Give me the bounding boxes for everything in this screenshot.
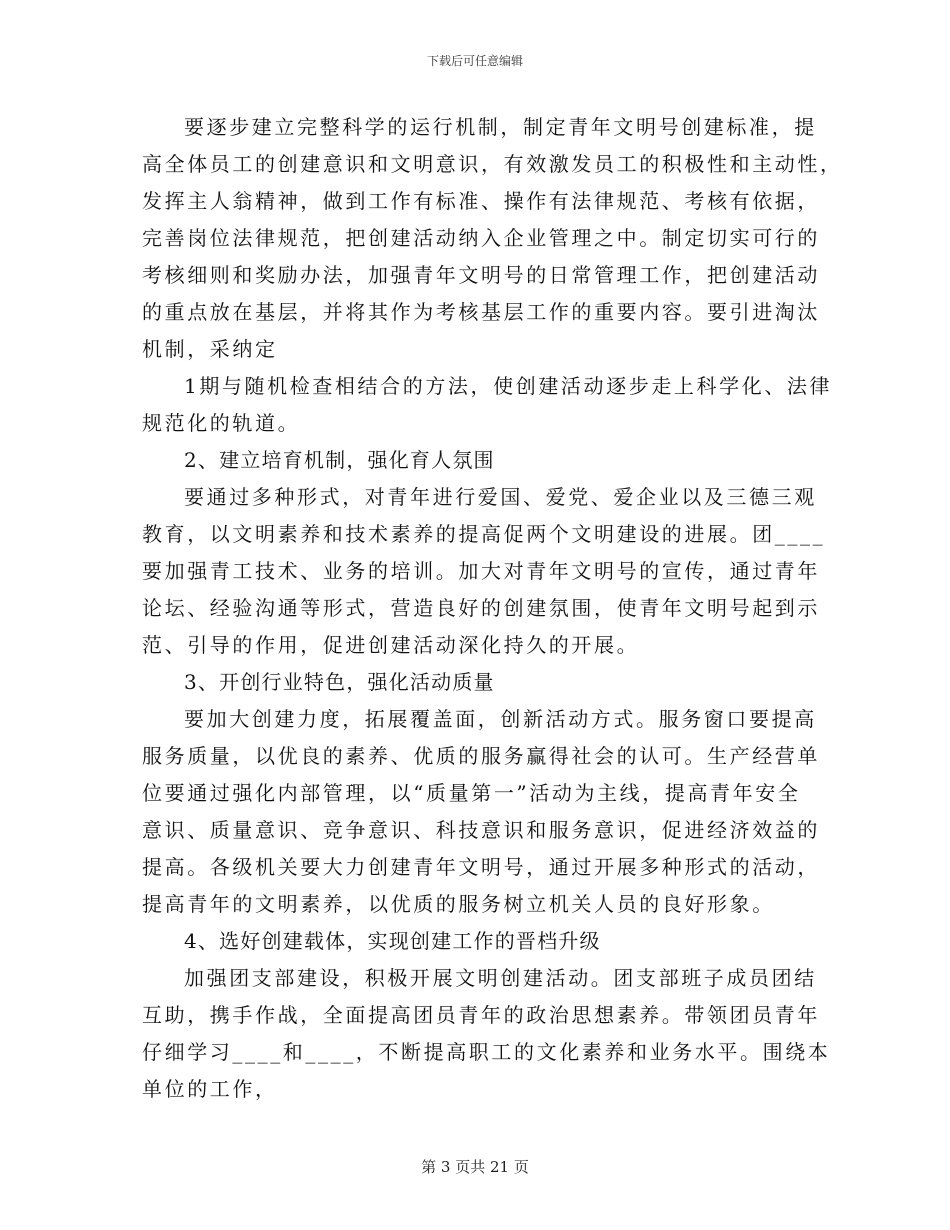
text-line: 教育，以文明素养和技术素养的提高促两个文明建设的进展。团____ xyxy=(142,522,826,546)
text-line: 机制，采纳定 xyxy=(142,337,278,361)
text-line: 的重点放在基层，并将其作为考核基层工作的重要内容。要引进淘汰 xyxy=(142,300,820,324)
section-heading: 2、建立培育机制，强化育人氛围 xyxy=(184,448,495,472)
section-heading: 4、选好创建载体，实现创建工作的晋档升级 xyxy=(184,929,601,953)
text-line: 加强团支部建设，积极开展文明创建活动。团支部班子成员团结 xyxy=(184,966,817,990)
text-line: 提高。各级机关要大力创建青年文明号，通过开展多种形式的活动， xyxy=(142,855,820,879)
text-line: 服务质量，以优良的素养、优质的服务赢得社会的认可。生产经营单 xyxy=(142,744,820,768)
text-line: 互助，携手作战，全面提高团员青年的政治思想素养。带领团员青年 xyxy=(142,1003,820,1027)
text-line: 要通过多种形式，对青年进行爱国、爱党、爱企业以及三德三观 xyxy=(184,485,817,509)
text-line: 完善岗位法律规范，把创建活动纳入企业管理之中。制定切实可行的 xyxy=(142,226,820,250)
text-line: 提高青年的文明素养，以优质的服务树立机关人员的良好形象。 xyxy=(142,892,775,916)
text-line: 考核细则和奖励办法，加强青年文明号的日常管理工作，把创建活动 xyxy=(142,263,820,287)
text-line: 论坛、经验沟通等形式，营造良好的创建氛围，使青年文明号起到示 xyxy=(142,596,820,620)
page-number: 第 3 页共 21 页 xyxy=(421,1158,529,1176)
text-line: 位要通过强化内部管理，以“质量第一”活动为主线，提高青年安全 xyxy=(142,781,801,805)
text-line: 要加强青工技术、业务的培训。加大对青年文明号的宣传，通过青年 xyxy=(142,559,820,583)
section-heading: 3、开创行业特色，强化活动质量 xyxy=(184,670,495,694)
text-line: 范、引导的作用，促进创建活动深化持久的开展。 xyxy=(142,633,640,657)
text-line: 发挥主人翁精神，做到工作有标准、操作有法律规范、考核有依据， xyxy=(142,189,820,213)
text-line: 1期与随机检查相结合的方法，使创建活动逐步走上科学化、法律 xyxy=(184,374,833,398)
text-line: 规范化的轨道。 xyxy=(142,411,301,435)
text-line: 意识、质量意识、竞争意识、科技意识和服务意识，促进经济效益的 xyxy=(142,818,820,842)
text-line: 高全体员工的创建意识和文明意识，有效激发员工的积极性和主动性， xyxy=(142,152,843,176)
text-line: 要逐步建立完整科学的运行机制，制定青年文明号创建标准，提 xyxy=(184,115,817,139)
page-header: 下载后可任意编辑 xyxy=(426,54,523,68)
text-line: 仔细学习____和____，不断提高职工的文化素养和业务水平。围绕本 xyxy=(142,1040,831,1064)
text-line: 单位的工作， xyxy=(142,1077,278,1101)
text-line: 要加大创建力度，拓展覆盖面，创新活动方式。服务窗口要提高 xyxy=(184,707,817,731)
